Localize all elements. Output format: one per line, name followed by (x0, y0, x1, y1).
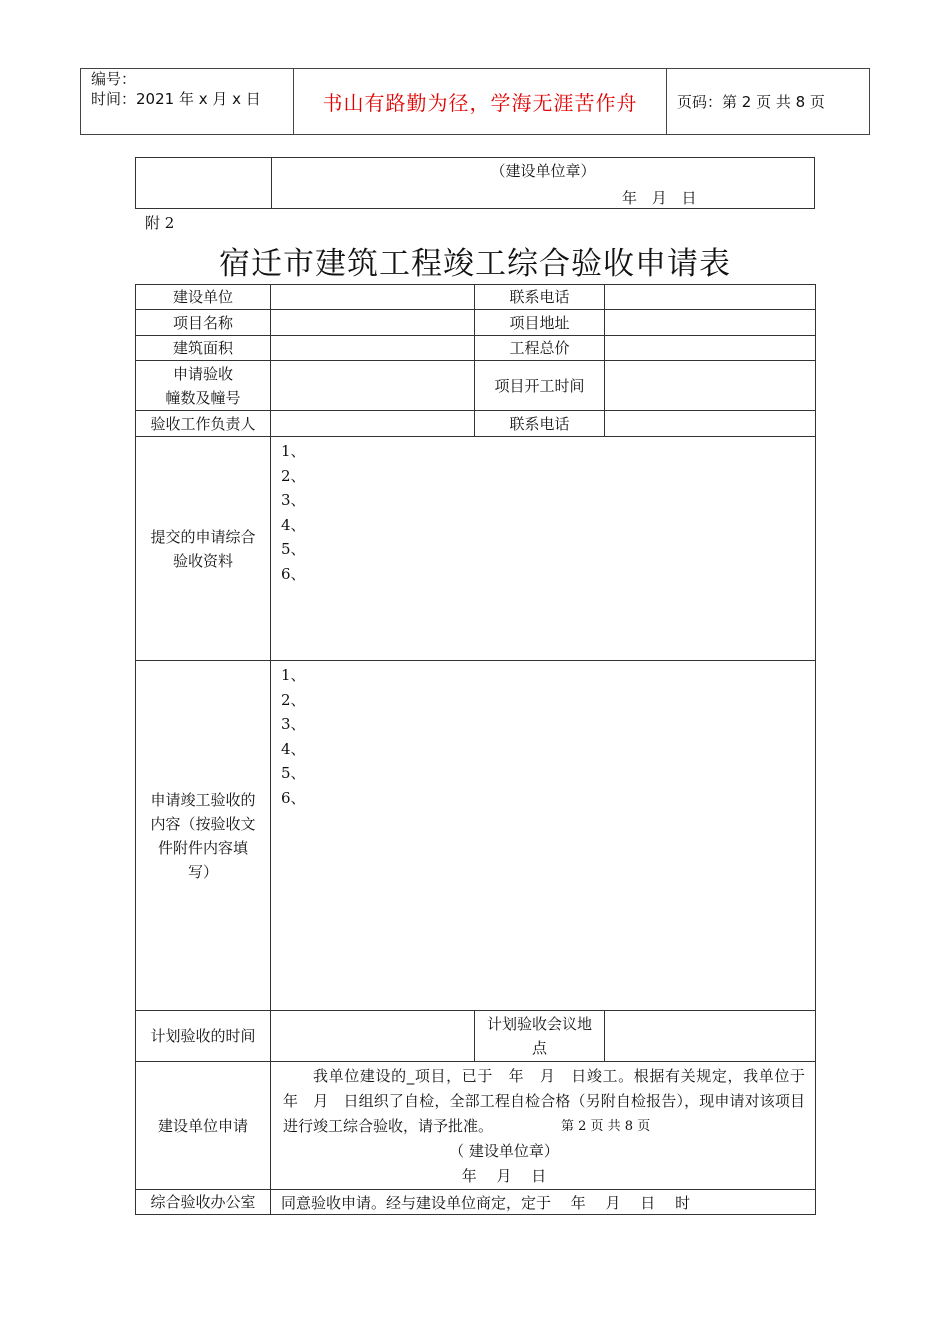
form-row (136, 661, 816, 1011)
label-apply-buildings (136, 361, 271, 411)
label-content-line2: 内容（按验收文 (150, 814, 256, 833)
page-number-overlay: 第 2 页 共 8 页 (561, 1119, 651, 1134)
application-seal: （ 建设单位章） (449, 1142, 559, 1160)
seal-box-left (136, 158, 272, 209)
list-item: 6、 (281, 564, 306, 583)
label-plan-place (475, 1011, 605, 1062)
label-materials (136, 437, 271, 661)
field-project-name[interactable] (271, 310, 475, 336)
label-office: 综合验收办公室 (136, 1190, 271, 1215)
field-build-unit[interactable] (271, 285, 475, 310)
field-total-price[interactable] (605, 336, 816, 361)
field-person-in-charge[interactable] (271, 411, 475, 437)
header-motto: 书山有路勤为径，学海无涯苦作舟 (294, 69, 667, 135)
form-row (136, 1011, 816, 1062)
list-item: 4、 (281, 515, 306, 534)
application-form (135, 284, 821, 1215)
content-list[interactable] (271, 661, 816, 1011)
list-item: 4、 (281, 739, 306, 758)
label-phone: 联系电话 (475, 285, 605, 310)
page-title: 宿迁市建筑工程竣工综合验收申请表 (219, 246, 731, 282)
label-start-time: 项目开工时间 (475, 361, 605, 411)
label-building-area: 建筑面积 (136, 336, 271, 361)
list-item: 2、 (281, 466, 306, 485)
label-project-address: 项目地址 (475, 310, 605, 336)
label-person-in-charge: 验收工作负责人 (136, 411, 271, 437)
seal-date: 年 月 日 (622, 189, 697, 207)
form-row (136, 310, 816, 336)
label-materials-line1: 提交的申请综合 (150, 527, 256, 546)
label-plan-place-line2: 点 (532, 1039, 548, 1057)
form-row (136, 285, 816, 310)
field-phone[interactable] (605, 285, 816, 310)
header-page-label: 页码：第 2 页 共 8 页 (667, 69, 870, 135)
attachment-label: 附 2 (145, 214, 175, 232)
form-row (136, 1062, 816, 1190)
field-plan-place[interactable] (605, 1011, 816, 1062)
form-row (136, 361, 816, 411)
serial-label: 编号： (91, 70, 137, 88)
field-plan-time[interactable] (271, 1011, 475, 1062)
field-building-area[interactable] (271, 336, 475, 361)
label-project-name: 项目名称 (136, 310, 271, 336)
list-item: 1、 (281, 666, 306, 684)
form-row (136, 1190, 816, 1215)
form-row (136, 437, 816, 661)
list-item: 3、 (281, 715, 306, 733)
list-item: 5、 (281, 540, 306, 558)
list-item: 2、 (281, 690, 306, 709)
field-start-time[interactable] (605, 361, 816, 411)
list-item: 5、 (281, 764, 306, 782)
list-item: 3、 (281, 491, 306, 509)
application-text: 我单位建设的_项目，已于 年 月 日竣工。根据有关规定，我单位于 年 月 日组织了自检，全部工程自检合格（另附自检报告），现申请对该项目进行竣工综合验收，请予批准。 (283, 1067, 821, 1135)
label-materials-line2: 验收资料 (172, 551, 233, 570)
label-phone-2: 联系电话 (475, 411, 605, 437)
field-phone-2[interactable] (605, 411, 816, 437)
label-total-price: 工程总价 (475, 336, 605, 361)
office-text: 同意验收申请。经与建设单位商定，定于 年 月 日 时 (271, 1190, 816, 1215)
application-body (271, 1062, 821, 1190)
header-meta (81, 69, 294, 135)
label-content-line3: 件附件内容填 (157, 838, 248, 857)
header-box (80, 68, 870, 135)
label-application: 建设单位申请 (136, 1062, 271, 1190)
list-item: 6、 (281, 788, 306, 807)
seal-text: （建设单位章） (490, 162, 596, 180)
label-content-line4: 写） (187, 862, 218, 881)
materials-list[interactable] (271, 437, 816, 661)
label-apply-line2: 幢数及幢号 (165, 388, 241, 407)
form-row (136, 336, 816, 361)
label-build-unit: 建设单位 (136, 285, 271, 310)
label-content-line1: 申请竣工验收的 (150, 790, 256, 809)
label-content (136, 661, 271, 1011)
seal-box-right (272, 158, 815, 209)
field-apply-buildings[interactable] (271, 361, 475, 411)
application-date: 年 月 日 (461, 1167, 547, 1185)
seal-box (135, 157, 815, 209)
label-plan-place-line1: 计划验收会议地 (487, 1015, 593, 1033)
time-label: 时间：2021 年 x 月 x 日 (91, 90, 261, 108)
label-plan-time: 计划验收的时间 (136, 1011, 271, 1062)
field-project-address[interactable] (605, 310, 816, 336)
list-item: 1、 (281, 442, 306, 460)
label-apply-line1: 申请验收 (172, 364, 233, 383)
form-row (136, 411, 816, 437)
